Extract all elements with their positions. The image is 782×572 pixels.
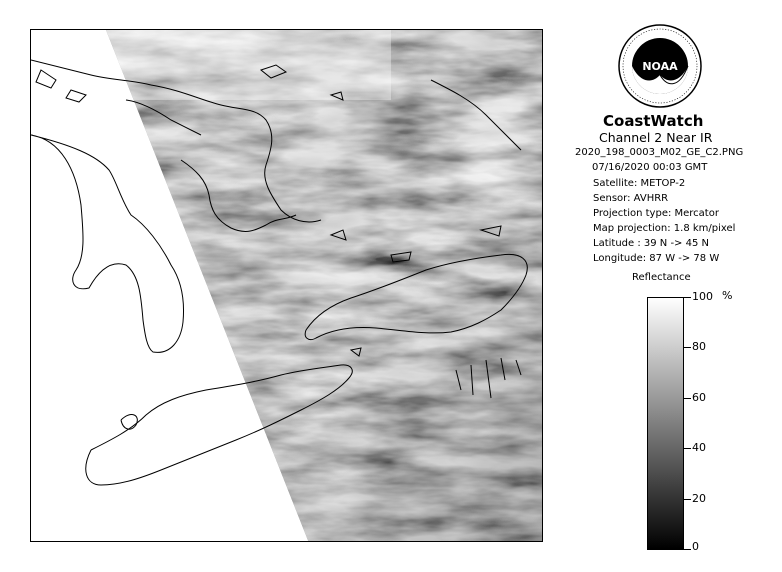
- colorbar-tick: [684, 499, 691, 500]
- colorbar-tick: [684, 297, 691, 298]
- colorbar-tick: [684, 347, 691, 348]
- map-projection-label: Map projection: 1.8 km/pixel: [593, 223, 736, 234]
- brand-title: CoastWatch: [603, 112, 704, 130]
- svg-text:NOAA: NOAA: [642, 60, 678, 73]
- colorbar-tick: [684, 448, 691, 449]
- satellite-map: [30, 29, 543, 542]
- noaa-logo-icon: [617, 23, 703, 109]
- satellite-swath: [31, 30, 543, 542]
- projection-type-label: Projection type: Mercator: [593, 208, 719, 219]
- colorbar-tick-label: 0: [692, 540, 699, 553]
- latitude-label: Latitude : 39 N -> 45 N: [593, 238, 709, 249]
- colorbar-tick-label: 40: [692, 441, 706, 454]
- acquisition-datetime: 07/16/2020 00:03 GMT: [592, 162, 708, 173]
- product-name: Channel 2 Near IR: [599, 130, 713, 145]
- longitude-label: Longitude: 87 W -> 78 W: [593, 253, 720, 264]
- colorbar-tick: [684, 549, 691, 550]
- legend-title: Reflectance: [632, 272, 691, 283]
- colorbar-tick-label: 80: [692, 340, 706, 353]
- colorbar-tick-label: 60: [692, 391, 706, 404]
- map-graphic: [31, 30, 543, 542]
- legend-unit: %: [722, 289, 733, 302]
- satellite-label: Satellite: METOP-2: [593, 178, 686, 189]
- file-name: 2020_198_0003_M02_GE_C2.PNG: [575, 147, 744, 158]
- sensor-label: Sensor: AVHRR: [593, 193, 669, 204]
- reflectance-colorbar: [647, 297, 684, 550]
- colorbar-tick-label: 20: [692, 492, 706, 505]
- colorbar-tick: [684, 398, 691, 399]
- colorbar-tick-label: 100: [692, 290, 713, 303]
